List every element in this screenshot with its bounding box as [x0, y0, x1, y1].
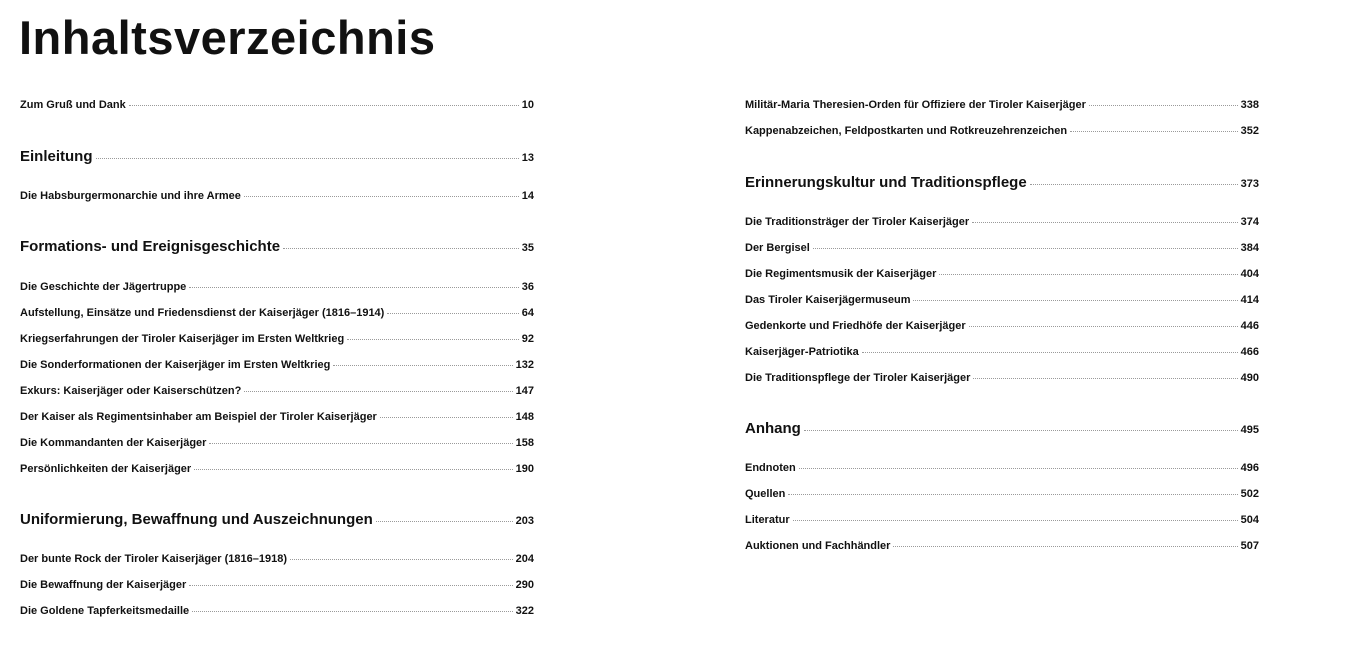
toc-dot-leader	[347, 339, 519, 340]
toc-page-number: 35	[521, 242, 534, 254]
toc-dot-leader	[804, 430, 1238, 431]
toc-entry	[20, 99, 534, 111]
toc-entry-label: Gedenkorte und Friedhöfe der Kaiserjäger	[745, 320, 966, 333]
toc-dot-leader	[333, 365, 512, 366]
toc-entry	[745, 462, 1259, 474]
toc-entry-label: Persönlichkeiten der Kaiserjäger	[20, 463, 192, 476]
toc-entry	[20, 579, 534, 591]
toc-entry	[745, 488, 1259, 500]
toc-dot-leader	[244, 391, 512, 392]
toc-entry-label: Einleitung	[20, 148, 93, 165]
toc-dot-leader	[194, 469, 512, 470]
toc-page-number: 446	[1240, 320, 1259, 333]
toc-page-number: 36	[521, 281, 534, 294]
toc-entry-label: Endnoten	[745, 462, 796, 475]
toc-entry-label: Exkurs: Kaiserjäger oder Kaiserschützen?	[20, 385, 242, 398]
toc-dot-leader	[972, 222, 1237, 223]
toc-entry-label: Militär-Maria Theresien-Orden für Offiziere der Tiroler Kaiserjäger	[745, 99, 1086, 112]
toc-dot-leader	[813, 248, 1238, 249]
toc-entry	[20, 411, 534, 423]
toc-page-number: 148	[515, 411, 534, 424]
toc-entry-label: Das Tiroler Kaiserjägermuseum	[745, 294, 911, 307]
toc-page-number: 13	[521, 152, 534, 164]
toc-entry-label: Uniformierung, Bewaffnung und Auszeichnungen	[20, 511, 373, 528]
toc-page-number: 322	[515, 605, 534, 618]
toc-section-heading	[20, 511, 534, 528]
toc-page-number: 92	[521, 333, 534, 346]
toc-page-number: 495	[1240, 424, 1259, 436]
toc-page-number: 490	[1240, 372, 1259, 385]
toc-page-number: 374	[1240, 216, 1259, 229]
toc-page-number: 290	[515, 579, 534, 592]
toc-page-number: 147	[515, 385, 534, 398]
toc-dot-leader	[96, 158, 519, 159]
toc-dot-leader	[209, 443, 512, 444]
toc-entry-label: Der Kaiser als Regimentsinhaber am Beispiel der Tiroler Kaiserjäger	[20, 411, 377, 424]
toc-entry	[745, 540, 1259, 552]
toc-entry	[745, 294, 1259, 306]
toc-dot-leader	[129, 105, 519, 106]
toc-dot-leader	[793, 520, 1238, 521]
toc-dot-leader	[189, 287, 518, 288]
toc-page-number: 507	[1240, 540, 1259, 553]
toc-dot-leader	[788, 494, 1237, 495]
toc-entry-label: Kriegserfahrungen der Tiroler Kaiserjäger im Ersten Weltkrieg	[20, 333, 345, 346]
toc-entry-label: Die Goldene Tapferkeitsmedaille	[20, 605, 190, 618]
toc-entry-label: Der bunte Rock der Tiroler Kaiserjäger (1816–1918)	[20, 553, 287, 566]
toc-page-number: 502	[1240, 488, 1259, 501]
toc-entry	[745, 216, 1259, 228]
toc-entry-label: Kappenabzeichen, Feldpostkarten und Rotkreuzehrenzeichen	[745, 125, 1068, 138]
toc-entry-label: Erinnerungskultur und Traditionspflege	[745, 174, 1027, 191]
toc-section-heading	[745, 420, 1259, 437]
toc-entry	[20, 359, 534, 371]
toc-entry-label: Die Regimentsmusik der Kaiserjäger	[745, 268, 937, 281]
toc-entry	[20, 333, 534, 345]
toc-page-number: 158	[515, 437, 534, 450]
toc-dot-leader	[290, 559, 513, 560]
page-title: Inhaltsverzeichnis	[19, 11, 436, 64]
toc-page-number: 204	[515, 553, 534, 566]
toc-page-number: 203	[515, 515, 534, 527]
toc-dot-leader	[387, 313, 518, 314]
toc-entry	[20, 553, 534, 565]
toc-page-number: 352	[1240, 125, 1259, 138]
toc-dot-leader	[1070, 131, 1238, 132]
toc-entry	[745, 514, 1259, 526]
toc-dot-leader	[244, 196, 519, 197]
toc-entry	[745, 320, 1259, 332]
toc-entry-label: Die Traditionspflege der Tiroler Kaiserjäger	[745, 372, 971, 385]
toc-entry-label: Formations- und Ereignisgeschichte	[20, 238, 281, 255]
toc-section-heading	[20, 148, 534, 165]
toc-entry-label: Die Traditionsträger der Tiroler Kaiserjäger	[745, 216, 970, 229]
toc-page-number: 64	[521, 307, 534, 320]
toc-page-number: 132	[515, 359, 534, 372]
toc-entry	[20, 190, 534, 202]
toc-dot-leader	[939, 274, 1237, 275]
toc-entry	[20, 605, 534, 617]
toc-entry	[745, 242, 1259, 254]
toc-dot-leader	[1089, 105, 1238, 106]
toc-entry	[745, 125, 1259, 137]
toc-entry	[745, 99, 1259, 111]
toc-section-heading	[20, 238, 534, 255]
toc-entry	[20, 385, 534, 397]
toc-dot-leader	[862, 352, 1238, 353]
toc-entry-label: Die Bewaffnung der Kaiserjäger	[20, 579, 187, 592]
toc-entry-label: Die Habsburgermonarchie und ihre Armee	[20, 190, 241, 203]
toc-entry-label: Die Geschichte der Jägertruppe	[20, 281, 187, 294]
toc-entry	[20, 463, 534, 475]
toc-entry-label: Zum Gruß und Dank	[20, 99, 126, 112]
toc-entry-label: Auktionen und Fachhändler	[745, 540, 891, 553]
toc-dot-leader	[376, 521, 513, 522]
toc-page-number: 14	[521, 190, 534, 203]
toc-dot-leader	[969, 326, 1238, 327]
toc-entry	[745, 346, 1259, 358]
toc-page-number: 504	[1240, 514, 1259, 527]
toc-entry	[20, 281, 534, 293]
toc-dot-leader	[380, 417, 513, 418]
toc-page-number: 373	[1240, 178, 1259, 190]
toc-dot-leader	[1030, 184, 1238, 185]
toc-entry-label: Der Bergisel	[745, 242, 810, 255]
toc-dot-leader	[913, 300, 1237, 301]
toc-entry	[20, 437, 534, 449]
toc-dot-leader	[189, 585, 512, 586]
toc-entry-label: Kaiserjäger-Patriotika	[745, 346, 859, 359]
toc-page-number: 190	[515, 463, 534, 476]
toc-entry-label: Literatur	[745, 514, 790, 527]
toc-page-number: 10	[521, 99, 534, 112]
toc-entry	[745, 372, 1259, 384]
toc-entry-label: Die Kommandanten der Kaiserjäger	[20, 437, 207, 450]
toc-dot-leader	[283, 248, 519, 249]
toc-page-number: 384	[1240, 242, 1259, 255]
toc-page-number: 466	[1240, 346, 1259, 359]
toc-page-number: 338	[1240, 99, 1259, 112]
toc-entry-label: Die Sonderformationen der Kaiserjäger im Ersten Weltkrieg	[20, 359, 331, 372]
toc-dot-leader	[799, 468, 1238, 469]
toc-dot-leader	[192, 611, 513, 612]
toc-entry	[20, 307, 534, 319]
toc-section-heading	[745, 174, 1259, 191]
toc-entry-label: Anhang	[745, 420, 801, 437]
toc-dot-leader	[893, 546, 1237, 547]
toc-dot-leader	[973, 378, 1237, 379]
toc-entry-label: Quellen	[745, 488, 786, 501]
toc-page-number: 414	[1240, 294, 1259, 307]
toc-entry	[745, 268, 1259, 280]
toc-page-number: 404	[1240, 268, 1259, 281]
toc-page-number: 496	[1240, 462, 1259, 475]
toc-entry-label: Aufstellung, Einsätze und Friedensdienst der Kaiserjäger (1816–1914)	[20, 307, 385, 320]
